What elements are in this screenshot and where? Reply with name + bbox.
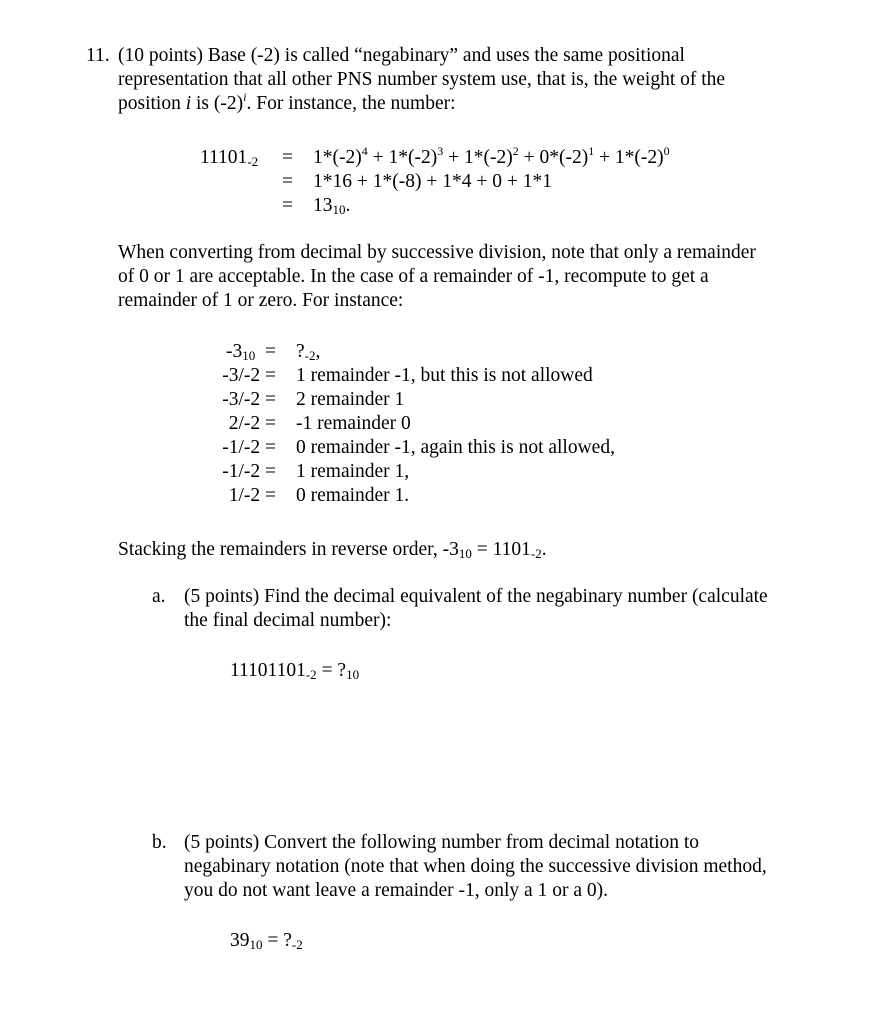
- result-value: 13: [313, 195, 333, 216]
- division-step-rhs: 1 remainder -1, but this is not allowed: [296, 365, 593, 386]
- term-exponent: 4: [361, 144, 368, 158]
- conversion-line-1: When converting from decimal by successive division, note that only a remainder: [118, 242, 756, 263]
- division-step-lhs: 1/-2 =: [228, 485, 276, 506]
- term-exponent: 3: [437, 144, 444, 158]
- expansion-row-1: [313, 146, 670, 170]
- division-step-lhs: -3/-2 =: [222, 389, 276, 410]
- question-number: 11.: [86, 45, 110, 66]
- division-head-lhs: [180, 340, 276, 364]
- stacking-line: [118, 538, 547, 562]
- division-step-rhs: 1 remainder 1,: [296, 461, 410, 482]
- part-a-base-2: 10: [346, 667, 360, 682]
- division-step-lhs: -1/-2 =: [222, 461, 276, 482]
- term-exponent: 0: [663, 144, 670, 158]
- division-step-rhs: 0 remainder 1.: [296, 485, 410, 506]
- expansion-row-2: 1*16 + 1*(-8) + 1*4 + 0 + 1*1: [313, 171, 552, 192]
- division-step-rhs: 2 remainder 1: [296, 389, 405, 410]
- equals-sign: =: [282, 171, 293, 192]
- division-step-lhs: 2/-2 =: [228, 413, 276, 434]
- head-base: 10: [242, 348, 256, 363]
- part-b-line-2: negabinary notation (note that when doing the successive division method,: [184, 856, 767, 877]
- part-a-mid: = ?: [316, 660, 347, 681]
- part-a-number: 11101101: [230, 660, 306, 681]
- result-base: 10: [332, 202, 346, 217]
- part-a-line-1: (5 points) Find the decimal equivalent of the negabinary number (calculate: [184, 586, 768, 607]
- part-a-line-2: the final decimal number):: [184, 610, 392, 631]
- part-b-number: 39: [230, 930, 250, 951]
- part-a-base: -2: [305, 667, 317, 682]
- head-value: -3: [226, 341, 243, 362]
- example-base: -2: [247, 154, 259, 169]
- term-text: + 1*(-2): [443, 147, 513, 168]
- equals-sign: =: [282, 147, 293, 168]
- conversion-line-3: remainder of 1 or zero. For instance:: [118, 290, 404, 311]
- division-step-lhs: -1/-2 =: [222, 437, 276, 458]
- intro-text: is (-2): [191, 93, 244, 114]
- stacking-base-1: 10: [458, 546, 472, 561]
- part-a-label: a.: [152, 586, 166, 607]
- expansion-result: [313, 194, 350, 218]
- head-unknown: ?: [296, 341, 305, 362]
- conversion-line-2: of 0 or 1 are acceptable. In the case of a remainder of -1, recompute to get a: [118, 266, 709, 287]
- intro-text: . For instance, the number:: [246, 93, 456, 114]
- equals-sign: =: [282, 195, 293, 216]
- question-intro-line-1: (10 points) Base (-2) is called “negabinary” and uses the same positional: [118, 45, 685, 66]
- division-step-rhs: 0 remainder -1, again this is not allowed,: [296, 437, 615, 458]
- part-b-line-3: you do not want leave a remainder -1, only a 1 or a 0).: [184, 880, 608, 901]
- part-a-equation: [230, 659, 359, 683]
- part-b-base-2: -2: [291, 937, 303, 952]
- result-tail: .: [345, 195, 351, 216]
- part-b-base: 10: [249, 937, 263, 952]
- part-b-label: b.: [152, 832, 167, 853]
- stacking-mid: = 1101: [471, 539, 531, 560]
- division-step-lhs: -3/-2 =: [222, 365, 276, 386]
- stacking-tail: .: [541, 539, 547, 560]
- head-tail: ,: [315, 341, 321, 362]
- term-text: + 1*(-2): [594, 147, 664, 168]
- intro-text: position: [118, 93, 186, 114]
- part-b-line-1: (5 points) Convert the following number from decimal notation to: [184, 832, 700, 853]
- part-b-equation: [230, 929, 303, 953]
- question-intro-line-2: representation that all other PNS number system use, that is, the weight of the: [118, 69, 726, 90]
- example-number: 11101: [200, 147, 248, 168]
- position-variable: i: [185, 93, 192, 114]
- term-exponent: 1: [588, 144, 595, 158]
- head-rhs-base: -2: [304, 348, 316, 363]
- head-equals: =: [265, 341, 276, 362]
- term-exponent: 2: [512, 144, 519, 158]
- division-head-rhs: [296, 340, 320, 364]
- term-text: + 1*(-2): [367, 147, 438, 168]
- stacking-base-2: -2: [530, 546, 542, 561]
- division-step-rhs: -1 remainder 0: [296, 413, 411, 434]
- term-text: 1*(-2): [313, 147, 362, 168]
- stacking-text: Stacking the remainders in reverse order, -3: [118, 539, 459, 560]
- example-lhs: [200, 146, 258, 170]
- part-b-mid: = ?: [262, 930, 292, 951]
- question-intro-line-3: [118, 92, 456, 116]
- position-exponent: i: [243, 90, 247, 104]
- term-text: + 0*(-2): [518, 147, 589, 168]
